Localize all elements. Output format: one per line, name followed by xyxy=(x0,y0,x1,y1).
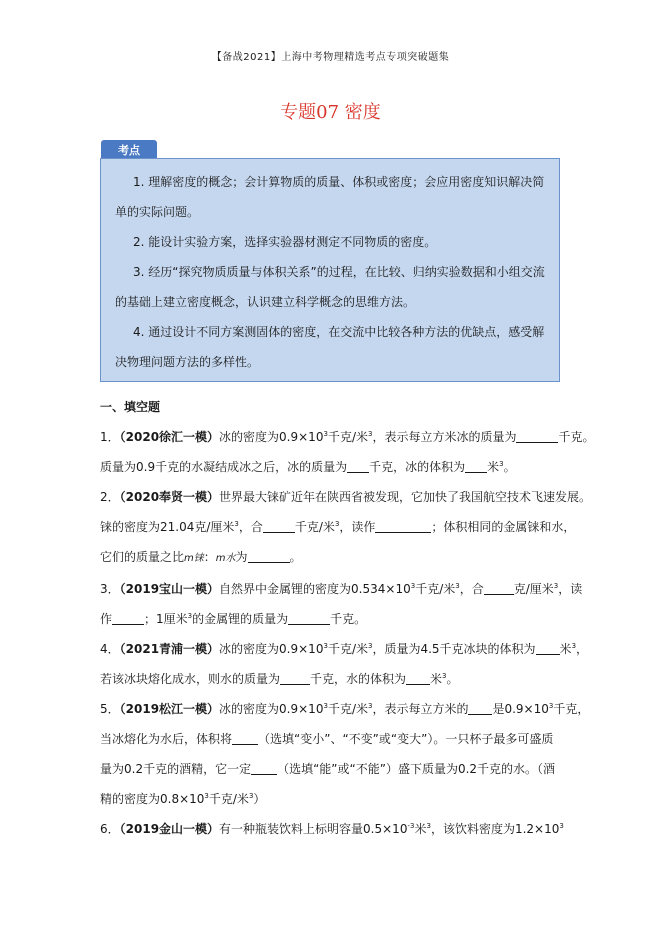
question-line xyxy=(100,542,562,574)
answer-blank[interactable] xyxy=(406,672,430,685)
question-text: ： xyxy=(203,550,216,564)
question-text: ） xyxy=(253,792,266,806)
question-text: ，读 xyxy=(558,582,583,596)
superscript: 3 xyxy=(571,642,577,650)
question-line xyxy=(100,724,562,754)
superscript: -3 xyxy=(407,822,415,830)
answer-blank[interactable] xyxy=(251,762,277,775)
question-text: 。 xyxy=(503,460,516,474)
question-text: ， xyxy=(576,642,589,656)
question-source: （2019宝山一模） xyxy=(119,582,220,596)
superscript: 3 xyxy=(548,702,554,710)
answer-blank[interactable] xyxy=(112,612,144,625)
question-line xyxy=(100,422,595,452)
document-header: 【备战2021】上海中考物理精选考点专项突破题集 xyxy=(211,52,450,63)
question-text: 千克， xyxy=(553,702,590,716)
question-text: ；体积相同的金属铼和水， xyxy=(431,520,576,534)
question-number: 3． xyxy=(100,582,120,596)
question-text: 是0.9×10 xyxy=(492,702,549,716)
question-line xyxy=(100,814,562,844)
question-line xyxy=(100,512,576,542)
question-text: 量为0.2千克的酒精，它一定 xyxy=(100,762,252,776)
question-text: 的金属锂的质量为 xyxy=(192,612,289,626)
question-text: 质量为0.9千克的水凝结成冰之后，冰的质量为 xyxy=(100,460,348,474)
question-text: ，表示每立方米的 xyxy=(372,702,469,716)
question-number: 1． xyxy=(100,430,120,444)
superscript: 3 xyxy=(334,520,340,528)
section-heading: 一、填空题 xyxy=(100,400,161,414)
superscript: 3 xyxy=(323,702,328,710)
question-source: （2021青浦一模） xyxy=(119,642,220,656)
answer-blank[interactable] xyxy=(375,520,431,533)
question-text: 米 xyxy=(559,642,572,656)
answer-blank[interactable] xyxy=(248,550,290,563)
question-5 xyxy=(100,694,590,814)
question-text: 精的密度为0.8×10 xyxy=(100,792,205,806)
question-text: 千克，水的体积为 xyxy=(310,672,407,686)
question-number: 5． xyxy=(100,702,120,716)
question-list xyxy=(100,422,595,844)
question-line xyxy=(100,452,562,482)
objective-item: 3. 经历“探究物质质量与体积关系”的过程，在比较、归纳实验数据和小组交流的基础上建立密度概念，认识建立科学概念的思维方法。 xyxy=(115,265,545,309)
question-source: （2020徐汇一模） xyxy=(119,430,220,444)
superscript: 3 xyxy=(367,702,373,710)
question-line xyxy=(100,604,562,634)
question-line xyxy=(100,784,562,814)
objective-item: 1. 理解密度的概念；会计算物质的质量、体积或密度；会应用密度知识解决简单的实际问题。 xyxy=(115,175,545,219)
question-line xyxy=(100,482,592,512)
question-source: （2019松江一模） xyxy=(119,702,220,716)
question-1 xyxy=(100,422,595,482)
question-text: 。 xyxy=(446,672,459,686)
answer-blank[interactable] xyxy=(516,430,558,443)
answer-blank[interactable] xyxy=(465,460,487,473)
superscript: 3 xyxy=(410,582,416,590)
question-text: 千克。 xyxy=(558,430,595,444)
answer-blank[interactable] xyxy=(484,582,514,595)
objective-item: 2. 能设计实验方案，选择实验器材测定不同物质的密度。 xyxy=(133,235,437,249)
question-2 xyxy=(100,482,592,574)
question-text: 千克/米 xyxy=(327,702,368,716)
answer-blank[interactable] xyxy=(347,460,369,473)
question-text: ，该饮料密度为1.2×10 xyxy=(430,822,560,836)
question-source: （2020奉贤一模） xyxy=(119,490,220,504)
question-text: 若该冰块熔化成水，则水的质量为 xyxy=(100,672,281,686)
answer-blank[interactable] xyxy=(468,702,492,715)
question-number: 6． xyxy=(100,822,120,836)
question-text: 米 xyxy=(487,460,500,474)
question-text: 铼的密度为21.04克/厘米 xyxy=(100,520,235,534)
question-text: 千克/米 xyxy=(208,792,249,806)
superscript: 3 xyxy=(204,792,209,800)
question-number: 2． xyxy=(100,490,120,504)
superscript: 3 xyxy=(455,582,460,590)
question-text: 千克，冰的体积为 xyxy=(369,460,466,474)
question-text: （选填“变小”、“不变”或“变大”）。一只杯子最多可盛质 xyxy=(258,732,554,746)
key-points-box xyxy=(100,158,560,382)
question-text: 当冰熔化为水后，体积将 xyxy=(100,732,233,746)
superscript: 3 xyxy=(426,822,431,830)
superscript: 3 xyxy=(234,520,239,528)
question-text: 克/厘米 xyxy=(513,582,554,596)
question-source: （2019金山一模） xyxy=(119,822,220,836)
superscript: 3 xyxy=(367,430,373,438)
question-text: 世界最大铼矿近年在陕西省被发现，它加快了我国航空技术飞速发展。 xyxy=(219,490,592,504)
question-3 xyxy=(100,574,583,634)
question-text: 千克。 xyxy=(330,612,367,626)
question-text: ，合 xyxy=(459,582,484,596)
question-text: 冰的密度为0.9×10 xyxy=(219,702,324,716)
answer-blank[interactable] xyxy=(263,520,295,533)
question-line xyxy=(100,574,583,604)
question-text: （选填“能”或“不能”）盛下质量为0.2千克的水。（酒 xyxy=(277,762,556,776)
math-subscript: 铼 xyxy=(193,553,204,564)
superscript: 3 xyxy=(248,792,254,800)
question-number: 4． xyxy=(100,642,120,656)
question-6 xyxy=(100,814,562,844)
superscript: 3 xyxy=(499,460,504,468)
superscript: 3 xyxy=(559,822,564,830)
superscript: 3 xyxy=(323,430,328,438)
answer-blank[interactable] xyxy=(280,672,310,685)
superscript: 3 xyxy=(323,642,328,650)
answer-blank[interactable] xyxy=(536,642,560,655)
question-text: 冰的密度为0.9×10 xyxy=(219,430,324,444)
question-text: 为 xyxy=(235,550,248,564)
objective-item: 4. 通过设计不同方案测固体的密度，在交流中比较各种方法的优缺点，感受解决物理问题方法的多样性。 xyxy=(115,325,545,369)
superscript: 3 xyxy=(367,642,373,650)
question-text: ，表示每立方米冰的质量为 xyxy=(372,430,517,444)
question-text: 米 xyxy=(430,672,443,686)
question-line xyxy=(100,634,589,664)
question-text: ，合 xyxy=(238,520,263,534)
question-4 xyxy=(100,634,589,694)
question-text: ，质量为4.5千克冰块的体积为 xyxy=(372,642,536,656)
math-subscript: 水 xyxy=(225,553,236,564)
question-line xyxy=(100,694,590,724)
math-symbol: m xyxy=(215,553,226,564)
question-text: 千克/米 xyxy=(415,582,456,596)
question-text: 冰的密度为0.9×10 xyxy=(219,642,324,656)
question-text: 作 xyxy=(100,612,113,626)
superscript: 3 xyxy=(553,582,559,590)
question-text: 千克/米 xyxy=(327,642,368,656)
question-line xyxy=(100,664,562,694)
question-text: 有一种瓶装饮料上标明容量0.5×10 xyxy=(219,822,408,836)
superscript: 3 xyxy=(442,672,447,680)
question-text: 它们的质量之比 xyxy=(100,550,185,564)
math-symbol: m xyxy=(184,553,194,564)
answer-blank[interactable] xyxy=(232,732,258,745)
question-text: ，读作 xyxy=(339,520,376,534)
page-title: 专题07 密度 xyxy=(280,102,381,123)
superscript: 3 xyxy=(187,612,193,620)
question-text: 米 xyxy=(414,822,427,836)
question-text: 千克/米 xyxy=(294,520,335,534)
question-text: ；1厘米 xyxy=(144,612,188,626)
key-points-tag: 考点 xyxy=(101,140,157,160)
answer-blank[interactable] xyxy=(288,612,330,625)
question-text: 。 xyxy=(289,550,302,564)
question-line xyxy=(100,754,562,784)
question-text: 自然界中金属锂的密度为0.534×10 xyxy=(219,582,411,596)
question-text: 千克/米 xyxy=(327,430,368,444)
